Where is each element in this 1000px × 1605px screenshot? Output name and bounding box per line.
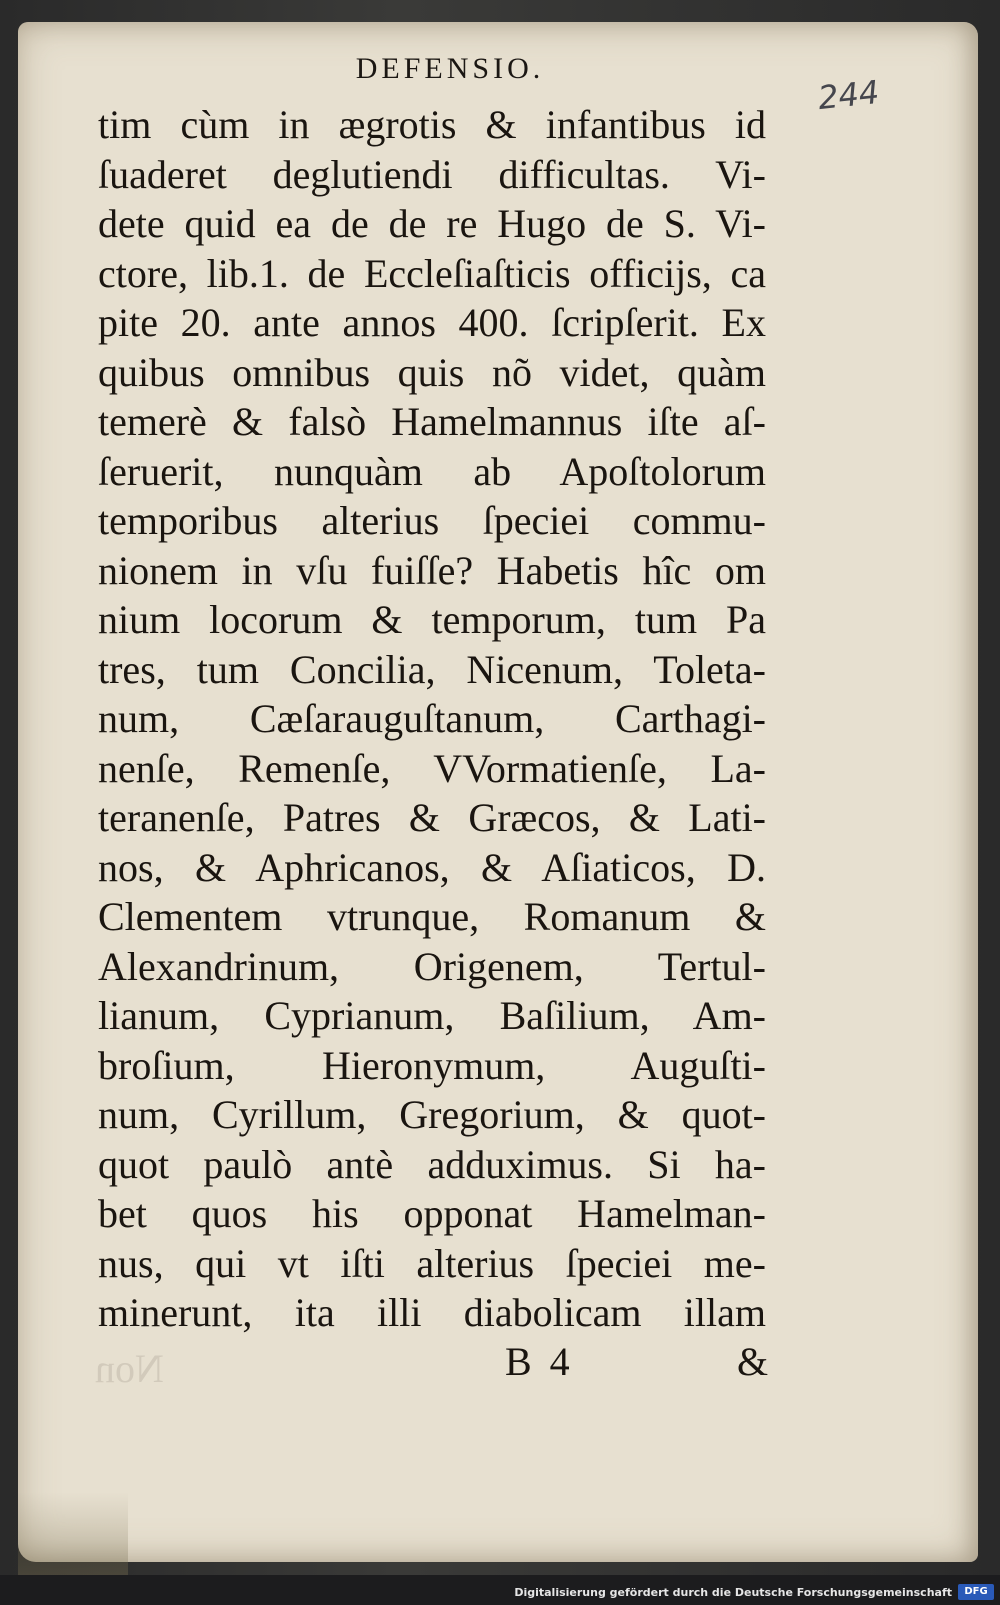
text-line: temporibus alterius ſpeciei commu- — [98, 498, 766, 543]
text-line: num, Cæſarauguſtanum, Carthagi- — [98, 696, 766, 741]
catchword: & — [737, 1339, 769, 1384]
text-line: Alexandrinum, Origenem, Tertul- — [98, 943, 766, 989]
text-line: dete quid ea de de re Hugo de S. Vi- — [98, 201, 766, 246]
text-line: tim cùm in ægrotis & infantibus id — [98, 102, 766, 147]
text-line: ctore, lib.1. de Eccleſiaſticis officijs, ca — [98, 250, 766, 296]
text-line: minerunt, ita illi diabolicam illam — [98, 1290, 766, 1335]
text-line: temerè & falsò Hamelmannus iſte aſ- — [98, 399, 766, 444]
text-line: nenſe, Remenſe, VVormatienſe, La- — [98, 745, 766, 791]
bleed-through-text: Non — [95, 1346, 164, 1391]
text-line: tres, tum Concilia, Nicenum, Toleta- — [98, 646, 766, 692]
text-line: teranenſe, Patres & Græcos, & Lati- — [98, 795, 766, 840]
text-line: nionem in vſu fuiſſe? Habetis hîc om — [98, 547, 766, 593]
footer-credit: Digitalisierung gefördert durch die Deutsche Forschungsgemeinschaft — [514, 1586, 952, 1599]
text-line: num, Cyrillum, Gregorium, & quot- — [98, 1092, 766, 1137]
text-line: lianum, Cyprianum, Baſilium, Am- — [98, 993, 766, 1038]
text-line: nos, & Aphricanos, & Aſiaticos, D. — [98, 844, 766, 890]
text-line: nus, qui vt iſti alterius ſpeciei me- — [98, 1240, 766, 1286]
body-text — [98, 100, 766, 1338]
text-line: ſuaderet deglutiendi difficultas. Vi- — [98, 151, 766, 197]
text-line: quibus omnibus quis nõ videt, quàm — [98, 349, 766, 395]
handwritten-folio-number: 244 — [816, 72, 881, 118]
text-line: ſeruerit, nunquàm ab Apoſtolorum — [98, 448, 766, 494]
running-head: DEFENSIO. — [355, 52, 545, 85]
text-line: Clementem vtrunque, Romanum & — [98, 894, 766, 939]
text-line: broſium, Hieronymum, Auguſti- — [98, 1042, 766, 1088]
text-line: nium locorum & temporum, tum Pa — [98, 597, 766, 642]
dfg-logo-icon: DFG — [958, 1584, 994, 1600]
text-line: quot paulò antè adduximus. Si ha- — [98, 1141, 766, 1187]
signature-mark: B 4 — [505, 1339, 570, 1384]
text-line: bet quos his opponat Hamelman- — [98, 1191, 766, 1236]
text-line: pite 20. ante annos 400. ſcripſerit. Ex — [98, 300, 766, 345]
